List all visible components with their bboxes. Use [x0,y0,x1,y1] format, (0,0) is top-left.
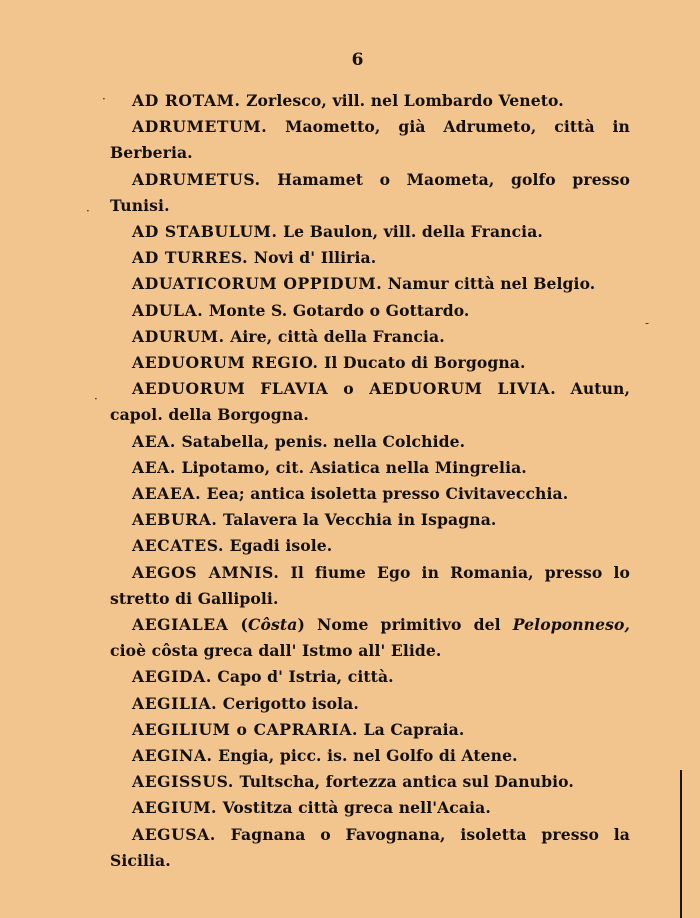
entry-text: Vostitza città greca nell'Acaia. [217,798,491,818]
entry [110,271,630,297]
entry [110,769,630,795]
entry-text: La Capraia. [358,719,465,739]
entry [110,822,630,874]
entry-lemma: AEGINA. [132,746,213,766]
entry-lemma: AEGILIA. [132,693,218,713]
entry-lemma: AEDUORUM FLAVIA o AEDUORUM LIVIA. [132,379,557,399]
entry [110,219,630,245]
entry-text: Engia, picc. is. nel Golfo di Atene. [212,746,518,766]
entry-lemma: AEAEA. [132,484,202,504]
scan-edge-line [680,770,682,918]
ink-speck: · [86,204,90,218]
entry-text: ) Nome primitivo del [297,615,513,635]
entry-text: Hamamet o Maometa, golfo presso Tunisi. [110,169,630,215]
entry-lemma: AEA. [132,431,176,451]
page-number: 6 [351,50,364,70]
entry [110,429,630,455]
entry-text: Aire, città della Francia. [224,326,445,346]
entry-lemma: ADRUMETUM. [132,117,268,137]
entry-lemma: ADUATICORUM OPPIDUM. [132,274,383,294]
entry-lemma: AEGILIUM o CAPRARIA. [132,719,359,739]
entry [110,167,630,219]
entry-lemma: ADULA. [132,300,204,320]
entry [110,664,630,690]
entry [110,691,630,717]
entry-lemma: AEGUSA. [132,824,216,844]
entry-text: Capo d' Istria, città. [211,667,394,687]
entry [110,298,630,324]
entry [110,455,630,481]
entry-text: Fagnana o Favognana, isoletta presso la Sicilia. [110,824,630,870]
entry-italic: Peloponneso, [512,615,631,635]
entry-text: Autun, capol. della Borgogna. [110,379,630,425]
entry-lemma: AEA. [132,457,176,477]
entry-text: Talavera la Vecchia in Ispagna. [217,510,497,530]
entry-text: Satabella, penis. nella Colchide. [175,431,466,451]
entry-lemma: AEGIUM. [132,798,218,818]
entry [110,612,630,664]
entry-lemma: AEGISSUS. [132,772,234,792]
entry [110,88,630,114]
entry [110,245,630,271]
entry-text: Novi d' Illiria. [248,248,377,268]
entry-text: Eea; antica isoletta presso Civitavecchia. [201,484,569,504]
entry-lemma: ADRUMETUS. [132,169,261,189]
entry-lemma: AD ROTAM. [132,91,241,110]
entry-text: Zorlesco, vill. nel Lombardo Veneto. [240,91,564,110]
entry-text: Monte S. Gotardo o Gottardo. [203,300,470,320]
entry-italic: Côsta [248,615,298,635]
entry [110,795,630,821]
entry [110,481,630,507]
entry-lemma: AEGIDA. [132,667,212,687]
entry-text: ( [228,615,249,635]
entry-lemma: AECATES. [132,536,225,556]
entry-lemma: AD TURRES. [132,248,249,268]
ink-speck: · [102,92,106,106]
entry [110,717,630,743]
gazetteer-entries [110,88,630,874]
entry-text: Egadi isole. [224,536,333,556]
entry-text: Lipotamo, cit. Asiatica nella Mingrelia. [175,457,527,477]
entry-lemma: AEGIALEA [132,615,229,635]
entry-lemma: AEBURA. [132,510,218,530]
entry [110,324,630,350]
entry-text: Il fiume Ego in Romania, presso lo stretto di Gallipoli. [110,562,630,608]
entry [110,560,630,612]
entry [110,376,630,428]
entry-text: Il Ducato di Borgogna. [318,353,526,373]
entry-lemma: AEGOS AMNIS. [132,562,280,582]
ink-speck: · [94,392,98,406]
entry [110,507,630,533]
entry [110,350,630,376]
entry-lemma: ADURUM. [132,326,225,346]
entry [110,114,630,166]
entry-lemma: AD STABULUM. [132,222,278,242]
entry [110,533,630,559]
entry-text: cioè côsta greca dall' Istmo all' Elide. [110,641,442,661]
entry-lemma: AEDUORUM REGIO. [132,353,319,373]
entry-text: Tultscha, fortezza antica sul Danubio. [233,772,574,792]
entry [110,743,630,769]
entry-text: Le Baulon, vill. della Francia. [277,222,543,242]
entry-text: Cerigotto isola. [217,693,359,713]
ink-speck: - [645,316,650,330]
entry-text: Maometto, già Adrumeto, città in Berberia. [110,117,630,163]
entry-text: Namur città nel Belgio. [382,274,596,294]
